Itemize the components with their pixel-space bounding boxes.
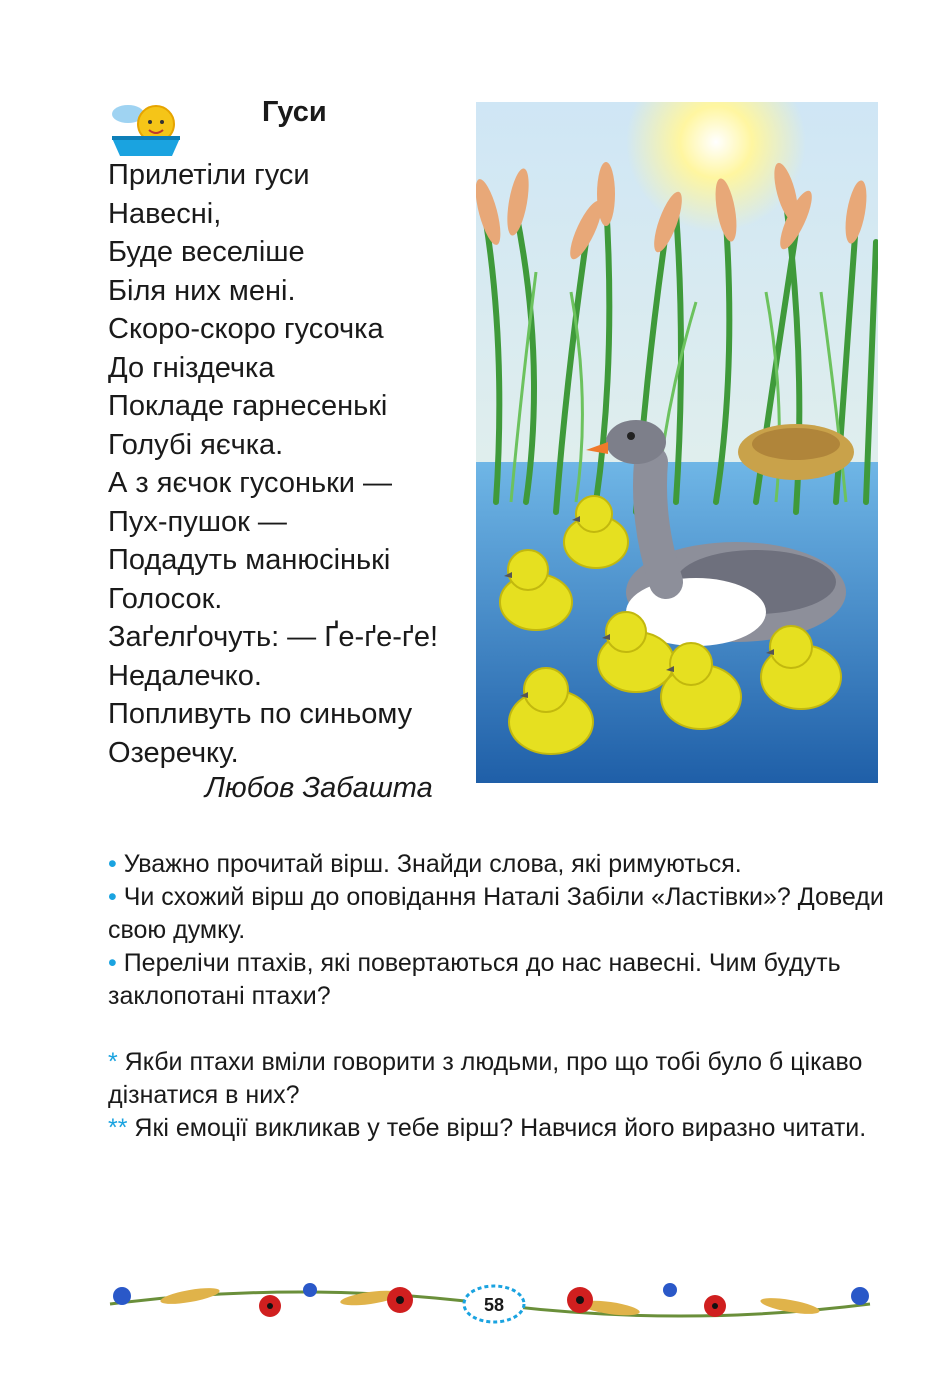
question-item <box>108 848 898 881</box>
goose-illustration <box>476 102 878 783</box>
question-item <box>108 881 898 947</box>
poem-line: Пух-пушок — <box>108 505 287 538</box>
task-item <box>108 1112 898 1145</box>
bullet-marker: • <box>108 850 117 878</box>
reading-sun-icon <box>106 100 186 158</box>
bullet-marker: • <box>108 883 117 911</box>
poem-line: Скоро-скоро гусочка <box>108 313 384 345</box>
star-marker: * <box>108 1048 118 1076</box>
question-item <box>108 947 898 1013</box>
poem-line: Голосок. <box>108 582 223 615</box>
task-text: Якби птахи вміли говорити з людьми, про що тобі було б цікаво дізнатися в них? <box>108 1048 863 1109</box>
poem-line: Буде веселіше <box>108 236 305 268</box>
task-text: Які емоції викликав у тебе вірш? Навчися його виразно читати. <box>127 1114 867 1142</box>
poem-line: Озеречку. <box>108 736 239 769</box>
question-text: Перелічи птахів, які повертаються до нас навесні. Чим будуть заклопотані птахи? <box>108 949 841 1010</box>
questions-section <box>108 848 898 1145</box>
poem-line: До гніздечка <box>108 351 275 384</box>
page-number: 58 <box>483 1295 505 1315</box>
poem-author: Любов Забашта <box>205 772 433 804</box>
star-marker: ** <box>108 1114 128 1142</box>
poem-text <box>108 156 438 772</box>
poem-line: Покладе гарнесенькі <box>108 390 388 422</box>
poem-line: Прилетіли гуси <box>108 159 310 191</box>
poem-line: Голубі яєчка. <box>108 428 284 461</box>
question-text: Чи схожий вірш до оповідання Наталі Забіли «Ластівки»? Доведи свою думку. <box>108 883 884 944</box>
question-text: Уважно прочитай вірш. Знайди слова, які римуються. <box>116 850 742 878</box>
poem-line: Попливуть по синьому <box>108 698 413 730</box>
poem-line: Недалечко. <box>108 659 262 692</box>
task-item <box>108 1046 898 1112</box>
bullet-marker: • <box>108 949 117 977</box>
poem-line: Навесні, <box>108 197 222 230</box>
poem-line: Біля них мені. <box>108 274 296 307</box>
poem-line: А з яєчок гусоньки — <box>108 467 393 499</box>
poem-line: Заґелґочуть: — Ґе-ґе-ґе! <box>108 621 439 653</box>
poem-title: Гуси <box>262 96 327 128</box>
poem-line: Подадуть манюсінькі <box>108 544 391 576</box>
